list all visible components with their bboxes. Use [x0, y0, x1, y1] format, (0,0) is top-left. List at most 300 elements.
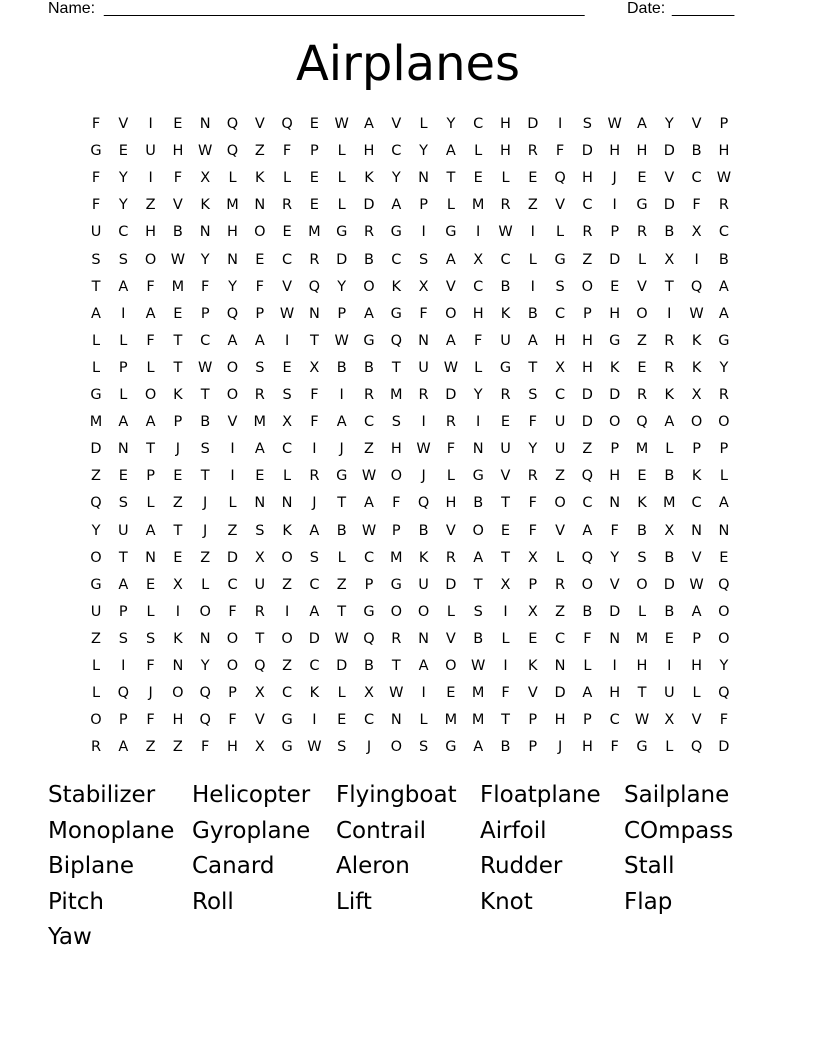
grid-letter: C — [609, 712, 620, 729]
grid-letter: Y — [446, 116, 456, 132]
grid-letter: G — [472, 468, 484, 485]
grid-letter: C — [309, 576, 320, 593]
grid-letter: A — [309, 603, 320, 620]
grid-letter: L — [146, 359, 155, 376]
grid-letter: Y — [528, 441, 538, 458]
grid-letter: N — [308, 305, 320, 322]
grid-letter: N — [254, 197, 266, 214]
grid-letter: A — [254, 332, 265, 349]
grid-letter: I — [148, 170, 153, 187]
grid-letter: Y — [664, 116, 674, 132]
grid-letter: R — [445, 414, 456, 431]
grid-letter: M — [253, 414, 267, 431]
grid-letter: F — [173, 170, 183, 187]
grid-letter: L — [91, 332, 101, 349]
grid-letter: H — [609, 468, 621, 485]
grid-letter: F — [91, 197, 101, 214]
grid-letter: O — [718, 630, 730, 647]
grid-letter: D — [718, 739, 730, 756]
grid-letter: F — [146, 332, 155, 349]
grid-letter: X — [172, 576, 183, 593]
grid-letter: T — [473, 576, 483, 593]
grid-letter: V — [555, 522, 566, 539]
grid-letter: V — [691, 116, 702, 132]
grid-letter: O — [226, 630, 239, 647]
grid-letter: E — [500, 414, 511, 431]
grid-letter: O — [281, 549, 293, 566]
grid-letter: K — [173, 387, 183, 403]
grid-letter: A — [145, 414, 156, 431]
grid-letter: D — [226, 549, 239, 566]
grid-letter: M — [390, 387, 403, 403]
grid-letter: P — [173, 414, 183, 431]
grid-letter: L — [419, 116, 428, 132]
grid-letter: R — [527, 143, 538, 160]
grid-letter: S — [555, 278, 565, 295]
word-bank-item: Rudder — [480, 853, 563, 880]
grid-letter: E — [719, 549, 729, 566]
grid-letter: R — [282, 197, 293, 214]
grid-letter: Y — [473, 387, 483, 403]
grid-letter: E — [173, 468, 183, 485]
grid-letter: H — [363, 143, 375, 160]
grid-letter: A — [145, 522, 156, 539]
grid-letter: I — [121, 305, 126, 322]
grid-letter: R — [636, 387, 648, 403]
word-bank-item: Monoplane — [48, 817, 175, 844]
grid-letter: L — [337, 685, 346, 702]
grid-letter: A — [718, 278, 729, 295]
grid-letter: F — [310, 414, 319, 431]
grid-letter: R — [500, 387, 511, 403]
grid-letter: W — [607, 116, 622, 132]
grid-letter: X — [664, 251, 675, 268]
grid-letter: Y — [337, 278, 347, 295]
grid-letter: J — [203, 495, 208, 512]
grid-letter: T — [200, 387, 210, 403]
grid-letter: W — [198, 143, 213, 160]
grid-letter: W — [307, 739, 322, 756]
grid-letter: L — [91, 685, 101, 702]
word-bank-item: Flap — [624, 888, 673, 915]
grid-letter: Q — [308, 278, 321, 295]
word-bank-item: Knot — [480, 888, 533, 915]
grid-letter: W — [498, 224, 513, 241]
grid-letter: F — [528, 414, 537, 431]
grid-letter: N — [199, 224, 211, 241]
grid-letter: U — [663, 685, 675, 702]
grid-letter: L — [583, 658, 592, 674]
grid-letter: L — [719, 468, 728, 485]
grid-letter: M — [471, 685, 485, 702]
grid-letter: N — [390, 712, 402, 729]
grid-letter: V — [445, 522, 456, 539]
grid-letter: E — [173, 116, 183, 132]
grid-letter: L — [665, 441, 674, 458]
grid-letter: O — [226, 658, 239, 674]
grid-letter: O — [90, 712, 102, 729]
word-bank-item: Canard — [192, 853, 275, 880]
grid-letter: M — [635, 441, 649, 458]
grid-letter: H — [581, 332, 593, 349]
grid-letter: I — [339, 387, 344, 403]
grid-letter: F — [419, 305, 428, 322]
grid-letter: Q — [581, 549, 594, 566]
grid-letter: Q — [226, 305, 239, 322]
grid-letter: D — [609, 387, 621, 403]
grid-letter: W — [334, 332, 349, 349]
grid-letter: M — [663, 495, 676, 512]
grid-letter: K — [609, 359, 620, 376]
name-blank-line: ______________________________________________________ — [104, 0, 585, 17]
grid-letter: L — [528, 251, 537, 268]
grid-letter: D — [445, 387, 457, 403]
grid-letter: K — [691, 468, 702, 485]
grid-letter: M — [308, 224, 321, 241]
grid-letter: K — [255, 170, 265, 187]
grid-letter: L — [556, 549, 565, 566]
grid-letter: O — [226, 387, 239, 403]
grid-letter: B — [364, 359, 374, 376]
grid-letter: O — [417, 603, 430, 620]
grid-letter: B — [172, 224, 183, 241]
grid-letter: V — [391, 116, 402, 132]
grid-letter: N — [418, 170, 430, 187]
word-bank-item: Floatplane — [480, 782, 601, 808]
grid-letter: E — [473, 170, 483, 187]
grid-letter: Q — [90, 495, 102, 512]
grid-letter: P — [692, 630, 701, 647]
grid-letter: T — [446, 170, 456, 187]
grid-letter: O — [581, 278, 594, 295]
grid-letter: F — [583, 630, 592, 647]
grid-letter: S — [91, 251, 101, 268]
grid-letter: X — [254, 549, 265, 566]
grid-letter: I — [503, 603, 508, 620]
grid-letter: L — [665, 739, 674, 756]
grid-letter: P — [118, 712, 128, 729]
grid-letter: L — [119, 332, 128, 349]
grid-letter: R — [254, 387, 265, 403]
grid-letter: D — [363, 197, 375, 214]
grid-letter: B — [473, 495, 484, 512]
grid-letter: P — [146, 468, 155, 485]
grid-letter: O — [690, 414, 703, 431]
grid-letter: B — [527, 305, 538, 322]
grid-letter: Q — [581, 468, 594, 485]
grid-letter: G — [445, 739, 457, 756]
grid-letter: K — [364, 170, 374, 187]
page-title: Airplanes — [295, 36, 521, 92]
grid-letter: O — [390, 603, 402, 620]
grid-letter: L — [228, 495, 237, 512]
grid-letter: C — [582, 197, 593, 214]
grid-letter: F — [228, 712, 237, 729]
grid-letter: D — [609, 603, 621, 620]
grid-letter: J — [612, 170, 617, 187]
grid-letter: E — [173, 305, 183, 322]
grid-letter: Q — [554, 170, 566, 187]
grid-letter: K — [637, 495, 647, 512]
word-bank-item: Gyroplane — [192, 817, 311, 844]
grid-letter: Z — [282, 658, 293, 674]
grid-letter: Q — [199, 712, 211, 729]
grid-letter: I — [530, 278, 535, 295]
grid-letter: O — [144, 251, 157, 268]
grid-letter: C — [555, 630, 566, 647]
grid-letter: B — [200, 414, 211, 431]
grid-letter: F — [501, 685, 510, 702]
grid-letter: A — [718, 495, 729, 512]
grid-letter: G — [363, 603, 375, 620]
grid-letter: M — [635, 630, 649, 647]
grid-letter: E — [282, 359, 292, 376]
grid-letter: W — [170, 251, 186, 268]
grid-letter: S — [637, 549, 647, 566]
grid-letter: Y — [200, 251, 210, 268]
grid-letter: O — [445, 658, 457, 674]
grid-letter: B — [637, 522, 647, 539]
grid-letter: H — [581, 170, 593, 187]
grid-letter: Z — [582, 251, 593, 268]
grid-letter: I — [476, 224, 481, 241]
grid-letter: A — [445, 251, 456, 268]
grid-letter: W — [471, 658, 486, 674]
grid-letter: F — [255, 278, 264, 295]
grid-letter: B — [418, 522, 429, 539]
grid-letter: L — [556, 224, 565, 241]
grid-letter: C — [555, 387, 566, 403]
grid-letter: P — [528, 576, 538, 593]
grid-letter: T — [391, 658, 401, 674]
grid-letter: A — [118, 576, 129, 593]
grid-letter: A — [691, 603, 702, 620]
grid-letter: F — [610, 522, 619, 539]
grid-letter: I — [148, 116, 153, 132]
grid-letter: W — [334, 630, 349, 647]
grid-letter: O — [718, 603, 730, 620]
grid-letter: J — [557, 739, 563, 756]
grid-letter: G — [336, 468, 348, 485]
grid-letter: X — [527, 549, 538, 566]
grid-letter: K — [418, 549, 429, 566]
grid-letter: I — [175, 603, 181, 620]
grid-letter: A — [473, 739, 484, 756]
grid-letter: O — [199, 603, 211, 620]
word-bank-item: Sailplane — [624, 782, 730, 808]
grid-letter: T — [309, 332, 319, 349]
grid-letter: Q — [718, 685, 730, 702]
grid-letter: E — [637, 170, 647, 187]
grid-letter: W — [361, 522, 377, 539]
grid-letter: T — [255, 630, 265, 647]
grid-letter: U — [418, 576, 429, 593]
grid-letter: F — [528, 522, 537, 539]
grid-letter: I — [667, 305, 672, 322]
grid-letter: T — [501, 549, 510, 566]
grid-letter: G — [390, 305, 402, 322]
grid-letter: C — [363, 414, 375, 431]
grid-letter: N — [254, 495, 266, 512]
grid-letter: C — [555, 305, 566, 322]
grid-letter: F — [610, 739, 619, 756]
grid-letter: B — [364, 251, 374, 268]
grid-letter: Y — [719, 658, 729, 674]
grid-letter: V — [500, 468, 511, 485]
grid-letter: D — [336, 251, 348, 268]
grid-letter: A — [118, 739, 129, 756]
grid-letter: F — [146, 278, 155, 295]
grid-letter: A — [309, 522, 320, 539]
grid-letter: G — [390, 576, 402, 593]
grid-letter: S — [473, 603, 483, 620]
grid-letter: Q — [254, 658, 266, 674]
grid-letter: G — [636, 739, 648, 756]
grid-letter: U — [418, 359, 429, 376]
grid-letter: A — [418, 658, 429, 674]
grid-letter: H — [172, 143, 184, 160]
grid-letter: G — [90, 387, 102, 403]
grid-letter: A — [718, 305, 729, 322]
grid-letter: F — [719, 712, 729, 729]
grid-letter: Q — [117, 685, 129, 702]
grid-letter: S — [118, 495, 128, 512]
grid-letter: V — [609, 576, 620, 593]
grid-letter: D — [336, 658, 348, 674]
grid-letter: H — [609, 685, 621, 702]
grid-letter: U — [500, 332, 511, 349]
grid-letter: M — [444, 712, 458, 729]
grid-letter: N — [418, 332, 430, 349]
grid-letter: Z — [582, 441, 593, 458]
grid-letter: H — [227, 739, 238, 756]
grid-letter: L — [201, 576, 210, 593]
grid-letter: B — [473, 630, 484, 647]
grid-letter: J — [366, 739, 372, 756]
grid-letter: A — [391, 197, 402, 214]
grid-letter: E — [118, 143, 128, 160]
grid-letter: O — [636, 305, 648, 322]
grid-letter: I — [421, 224, 426, 241]
grid-letter: P — [419, 197, 428, 214]
grid-letter: X — [691, 224, 702, 241]
grid-letter: E — [446, 685, 456, 702]
grid-letter: H — [500, 116, 511, 132]
grid-letter: Z — [637, 332, 647, 349]
grid-letter: F — [91, 170, 101, 187]
grid-letter: I — [284, 332, 290, 349]
grid-letter: P — [200, 305, 210, 322]
grid-letter: E — [173, 549, 183, 566]
grid-letter: I — [284, 603, 290, 620]
grid-letter: T — [337, 603, 347, 620]
grid-letter: A — [527, 332, 538, 349]
grid-letter: A — [364, 495, 374, 512]
grid-letter: P — [719, 116, 729, 132]
grid-letter: V — [118, 116, 129, 132]
grid-letter: F — [282, 143, 292, 160]
grid-letter: P — [719, 441, 729, 458]
grid-letter: A — [582, 685, 593, 702]
grid-letter: L — [283, 170, 292, 187]
grid-letter: E — [610, 278, 620, 295]
grid-letter: P — [610, 441, 620, 458]
word-bank-item: Biplane — [48, 853, 134, 880]
grid-letter: R — [254, 603, 265, 620]
grid-letter: A — [118, 278, 129, 295]
grid-letter: X — [691, 387, 702, 403]
grid-letter: U — [554, 441, 566, 458]
grid-letter: O — [390, 739, 402, 756]
grid-letter: Y — [610, 549, 620, 566]
grid-letter: J — [175, 441, 181, 458]
grid-letter: R — [582, 224, 593, 241]
grid-letter: P — [337, 305, 347, 322]
grid-letter: L — [91, 658, 101, 674]
grid-letter: L — [692, 685, 701, 702]
grid-letter: Q — [417, 495, 430, 512]
grid-letter: N — [418, 630, 430, 647]
grid-letter: U — [145, 143, 156, 160]
grid-letter: L — [446, 197, 455, 214]
word-bank-item: Pitch — [48, 888, 104, 915]
grid-letter: G — [90, 143, 102, 160]
grid-letter: L — [337, 143, 346, 160]
grid-letter: P — [583, 712, 592, 729]
grid-letter: O — [363, 278, 375, 295]
grid-letter: K — [691, 359, 702, 376]
grid-letter: Z — [172, 739, 183, 756]
grid-letter: T — [91, 278, 101, 295]
grid-letter: O — [581, 576, 594, 593]
grid-letter: Q — [390, 332, 402, 349]
grid-letter: P — [692, 441, 701, 458]
grid-letter: A — [336, 414, 347, 431]
grid-letter: B — [500, 278, 511, 295]
grid-letter: P — [391, 522, 401, 539]
grid-letter: T — [173, 522, 183, 539]
grid-letter: F — [555, 143, 565, 160]
grid-letter: Y — [118, 170, 128, 187]
grid-letter: X — [254, 685, 265, 702]
grid-letter: F — [91, 116, 101, 132]
grid-letter: T — [146, 441, 156, 458]
grid-letter: C — [227, 576, 238, 593]
grid-letter: R — [527, 468, 538, 485]
grid-letter: K — [691, 332, 702, 349]
grid-letter: L — [474, 359, 483, 376]
grid-letter: T — [501, 495, 510, 512]
grid-letter: I — [612, 197, 617, 214]
grid-letter: T — [637, 685, 647, 702]
grid-letter: R — [500, 197, 511, 214]
grid-letter: C — [391, 143, 402, 160]
grid-letter: E — [146, 576, 156, 593]
grid-letter: G — [499, 359, 512, 376]
grid-letter: I — [312, 712, 317, 729]
grid-letter: X — [254, 739, 265, 756]
grid-letter: R — [363, 224, 375, 241]
grid-letter: B — [664, 549, 675, 566]
grid-letter: Q — [718, 576, 730, 593]
grid-letter: B — [691, 143, 702, 160]
grid-letter: I — [667, 658, 672, 674]
grid-letter: K — [528, 658, 538, 674]
grid-letter: S — [282, 387, 292, 403]
word-bank-item: Lift — [336, 888, 372, 915]
grid-letter: K — [309, 685, 320, 702]
grid-letter: F — [392, 495, 401, 512]
